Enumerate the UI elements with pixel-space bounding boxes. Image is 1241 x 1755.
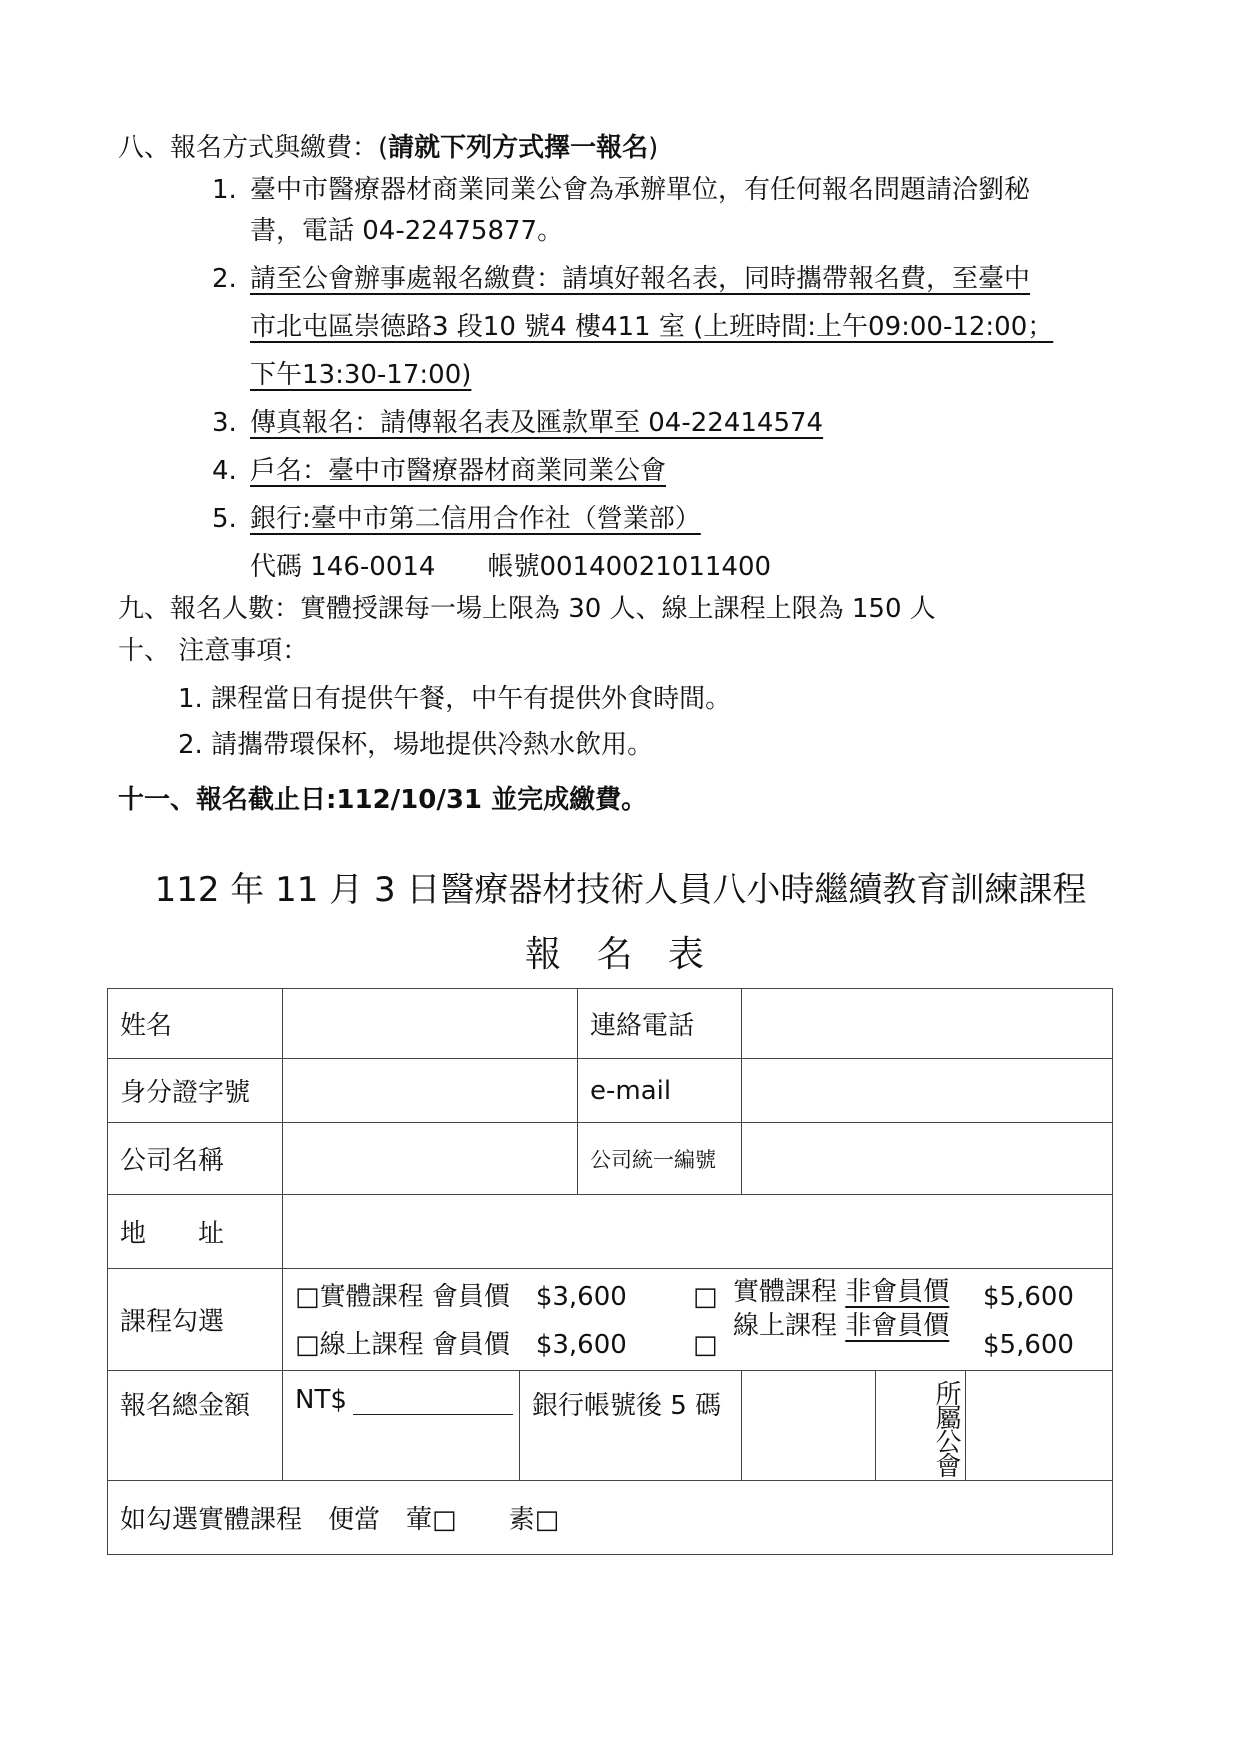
section8-item2-line2: 市北屯區崇德路3 段10 號4 樓411 室 (上班時間:上午09:00-12:00； [250,312,1054,342]
tax-id-field[interactable] [742,1123,1113,1195]
section8-item3-number: 3. [212,408,237,438]
company-name-label: 公司名稱 [108,1123,283,1195]
section10-note2: 2. 請攜帶環保杯，場地提供冷熱水飲用。 [178,730,654,760]
option-online-nonmember: 線上課程 非會員價 [733,1311,950,1341]
section8-item3-fax: 傳真報名：請傳報名表及匯款單至 04-22414574 [250,408,824,438]
section9-capacity: 九、報名人數：實體授課每一場上限為 30 人、線上課程上限為 150 人 [118,594,936,624]
tax-id-label: 公司統一編號 [578,1123,742,1195]
section8-item4-account-name: 戶名：臺中市醫療器材商業同業公會 [250,456,667,486]
option-onsite-member[interactable]: □實體課程 會員價 $3,600 [295,1282,627,1312]
checkbox-onsite-nonmember[interactable]: □ [693,1282,718,1312]
form-subtitle: 報 名 表 [525,934,716,975]
total-amount-blank[interactable] [353,1386,513,1415]
section8-item2-line3: 下午13:30-17:00) [250,360,472,390]
checkbox-online-nonmember[interactable]: □ [693,1330,718,1360]
section8-item5-account-number: 代碼 146-0014 帳號00140021011400 [250,552,772,582]
meal-choice[interactable]: 如勾選實體課程 便當 葷□ 素□ [108,1481,1113,1555]
name-field[interactable] [283,989,578,1059]
section8-item5-number: 5. [212,504,237,534]
form-title: 112 年 11 月 3 日醫療器材技術人員八小時繼續教育訓練課程 [154,870,1087,910]
section8-item1-line2: 書，電話 04-22475877。 [250,216,564,246]
section8-heading: 八、報名方式與繳費：(請就下列方式擇一報名) [118,133,659,163]
union-label: 所屬公會 [876,1371,966,1481]
section8-item2-line1: 請至公會辦事處報名繳費：請填好報名表，同時攜帶報名費，至臺中 [250,264,1031,294]
email-label: e-mail [578,1059,742,1123]
course-options [283,1269,1113,1371]
section8-item4-number: 4. [212,456,237,486]
price-online-nonmember: $5,600 [983,1330,1074,1360]
section10-note1: 1. 課程當日有提供午餐，中午有提供外食時間。 [178,684,732,714]
option-online-member[interactable]: □線上課程 會員價 $3,600 [295,1330,627,1360]
section10-heading: 十、 注意事項： [118,636,309,666]
section8-item5-bank: 銀行:臺中市第二信用合作社（營業部） [250,504,701,534]
bank-last5-field[interactable] [742,1371,876,1481]
name-label: 姓名 [108,989,283,1059]
address-label: 地 址 [108,1195,283,1269]
phone-label: 連絡電話 [578,989,742,1059]
phone-field[interactable] [742,989,1113,1059]
section8-item1-number: 1. [212,175,237,205]
id-number-field[interactable] [283,1059,578,1123]
company-name-field[interactable] [283,1123,578,1195]
email-field[interactable] [742,1059,1113,1123]
price-onsite-nonmember: $5,600 [983,1282,1074,1312]
section11-deadline: 十一、報名截止日:112/10/31 並完成繳費。 [118,785,648,815]
option-onsite-nonmember: 實體課程 非會員價 [733,1277,950,1307]
currency-prefix: NT$ [295,1385,347,1415]
registration-form [107,988,1113,1555]
total-amount-label: 報名總金額 [108,1371,283,1481]
total-amount-cell [283,1371,520,1481]
bank-last5-label: 銀行帳號後 5 碼 [520,1371,742,1481]
course-selection-label: 課程勾選 [108,1269,283,1371]
union-field[interactable] [966,1371,1113,1481]
section8-item1-line1: 臺中市醫療器材商業同業公會為承辦單位，有任何報名問題請洽劉秘 [250,175,1031,205]
id-number-label: 身分證字號 [108,1059,283,1123]
address-field[interactable] [283,1195,1113,1269]
section8-item2-number: 2. [212,264,237,294]
